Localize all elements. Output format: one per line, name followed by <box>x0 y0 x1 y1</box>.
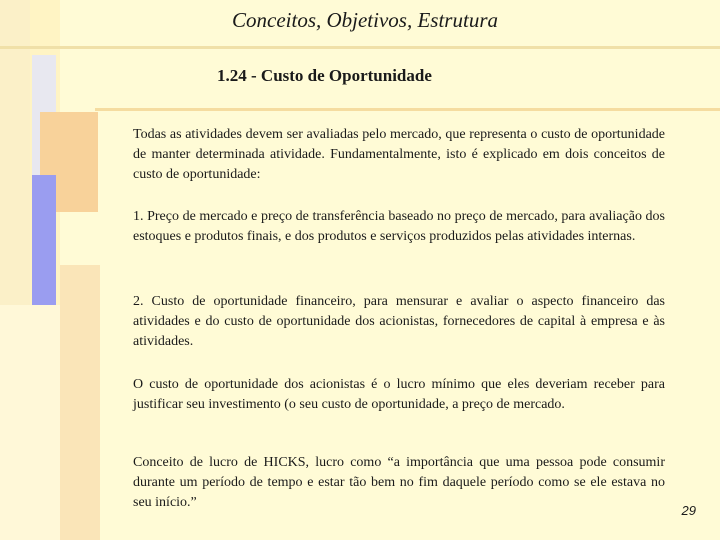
paragraph-item-2: 2. Custo de oportunidade financeiro, para mensurar e avaliar o aspecto financeiro das atividades e do custo de oportunidade dos acionistas, fornecedores de capital à empresa e às atividades. <box>133 294 665 349</box>
paragraph-shareholders: O custo de oportunidade dos acionistas é o lucro mínimo que eles deveriam receber para justificar seu investimento (o seu custo de oportunidade, a preço de mercado. <box>133 377 665 412</box>
decor-block-orange-lower <box>60 265 100 540</box>
header-rule <box>0 46 720 49</box>
subtitle-rule <box>95 108 720 111</box>
decor-block-blue <box>32 175 56 305</box>
paragraph-item-1: 1. Preço de mercado e preço de transferência baseado no preço de mercado, para avaliação dos estoques e produtos finais, e dos produtos e serviços produzidos pelas atividades internas. <box>133 209 665 244</box>
page-number: 29 <box>681 503 696 518</box>
section-subtitle: 1.24 - Custo de Oportunidade <box>217 66 432 85</box>
slide-title: Conceitos, Objetivos, Estrutura <box>232 8 498 32</box>
decor-block-light-bottom <box>0 305 60 540</box>
paragraph-hicks: Conceito de lucro de HICKS, lucro como “a importância que uma pessoa pode consumir durante um período de tempo e estar tão bem no fim daquele período como se ele estava no seu início.” <box>133 455 665 510</box>
paragraph-intro: Todas as atividades devem ser avaliadas pelo mercado, que representa o custo de oportunidade de manter determinada atividade. Fundamentalmente, isto é explicado em dois conceitos de custo de oportunidade: <box>133 127 665 182</box>
